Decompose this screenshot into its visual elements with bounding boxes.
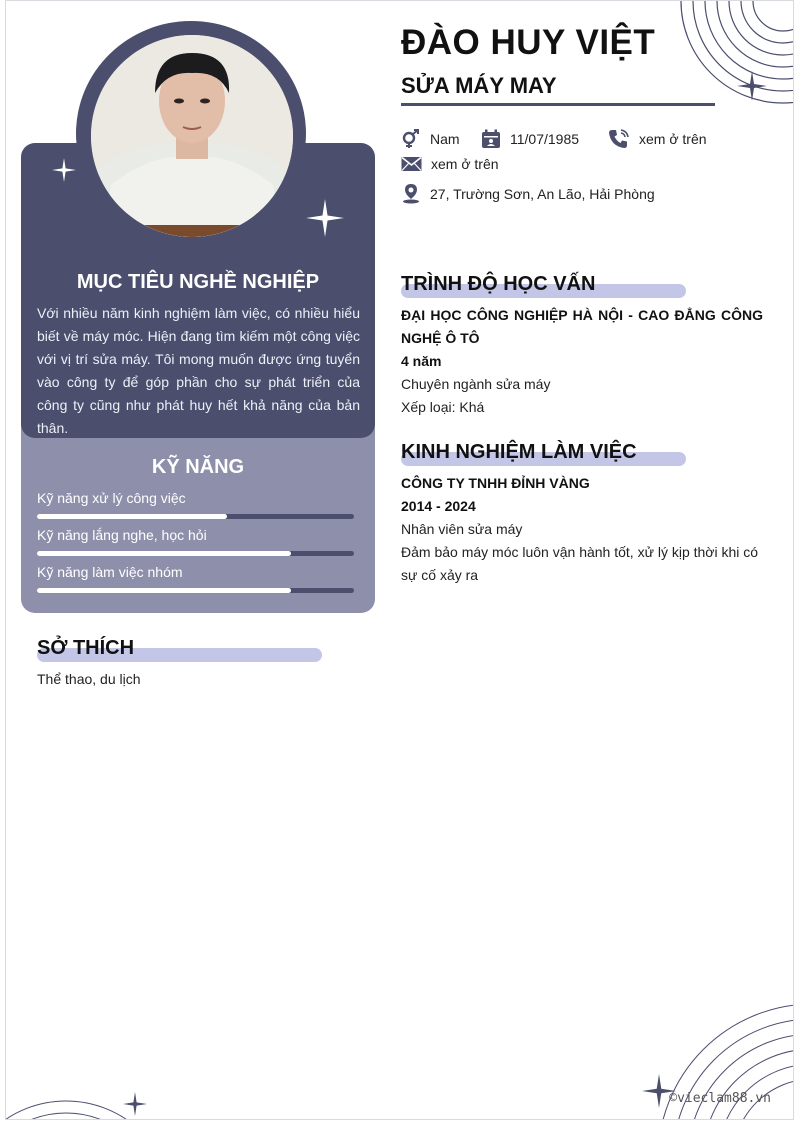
experience-title: KINH NGHIỆM LÀM VIỆC <box>401 441 637 463</box>
skill-bar-fill <box>37 588 291 593</box>
hobbies-text: Thể thao, du lịch <box>37 671 141 687</box>
footer-brand: ©vieclam88.vn <box>669 1091 771 1106</box>
birthday-info <box>481 129 579 149</box>
experience-description: Đảm bảo máy móc luôn vận hành tốt, xử lý kịp thời khi có sự cố xảy ra <box>401 544 759 583</box>
gender-icon <box>401 129 421 149</box>
gender-info <box>401 129 460 149</box>
skill-item <box>37 490 354 506</box>
address-value: 27, Trường Sơn, An Lão, Hải Phòng <box>430 185 655 202</box>
objective-title: MỤC TIÊU NGHỀ NGHIỆP <box>76 271 320 293</box>
sparkle-icon <box>123 1092 147 1116</box>
skill-label: Kỹ năng xử lý công việc <box>37 490 186 506</box>
location-icon <box>401 183 421 204</box>
skill-label: Kỹ năng lắng nghe, học hỏi <box>37 527 207 543</box>
calendar-icon <box>481 129 501 149</box>
phone-value: xem ở trên <box>639 131 707 147</box>
school-name: ĐẠI HỌC CÔNG NGHIỆP HÀ NỘI - CAO ĐẲNG CÔNG NGHỆ Ô TÔ <box>401 307 763 346</box>
sparkle-icon <box>737 71 767 101</box>
education-title: TRÌNH ĐỘ HỌC VẤN <box>401 273 596 295</box>
birthday-value: 11/07/1985 <box>510 131 580 147</box>
sparkle-icon <box>52 158 76 182</box>
email-value: xem ở trên <box>431 156 499 172</box>
experience-position: Nhân viên sửa máy <box>401 521 523 537</box>
hobbies-title: SỞ THÍCH <box>37 637 135 659</box>
candidate-name: ĐÀO HUY VIỆT <box>401 23 656 62</box>
gender-value: Nam <box>430 131 460 147</box>
experience-period: 2014 - 2024 <box>401 498 476 514</box>
phone-info <box>608 129 707 149</box>
education-grade: Xếp loại: Khá <box>401 399 485 415</box>
objective-text: Với nhiều năm kinh nghiệm làm việc, có nhiều hiểu biết về máy móc. Hiện đang tìm kiếm một công việc với vị trí sửa máy. Tôi mong muốn được ứng tuyển vào công ty để góp phần cho sự phát triển của công ty cũng như phát huy hết khả năng của bản thân. <box>37 305 360 436</box>
sparkle-icon <box>306 199 344 237</box>
job-title-underline <box>401 103 715 106</box>
address-info <box>401 183 655 204</box>
skill-item <box>37 564 354 580</box>
email-info <box>401 156 499 172</box>
skills-title: KỸ NĂNG <box>151 456 245 478</box>
skill-item <box>37 527 354 543</box>
avatar <box>91 35 293 237</box>
cv-page <box>5 0 794 1120</box>
skill-bar-fill <box>37 551 291 556</box>
job-title: SỬA MÁY MAY <box>401 73 557 98</box>
company-name: CÔNG TY TNHH ĐỈNH VÀNG <box>401 475 590 491</box>
phone-icon <box>608 129 630 149</box>
experience-entry <box>401 472 763 587</box>
skill-bar-fill <box>37 514 227 519</box>
education-entry <box>401 304 763 419</box>
education-major: Chuyên ngành sửa máy <box>401 376 551 392</box>
email-icon <box>401 156 422 172</box>
profile-photo <box>91 35 293 237</box>
education-duration: 4 năm <box>401 353 442 369</box>
skill-label: Kỹ năng làm việc nhóm <box>37 564 183 580</box>
